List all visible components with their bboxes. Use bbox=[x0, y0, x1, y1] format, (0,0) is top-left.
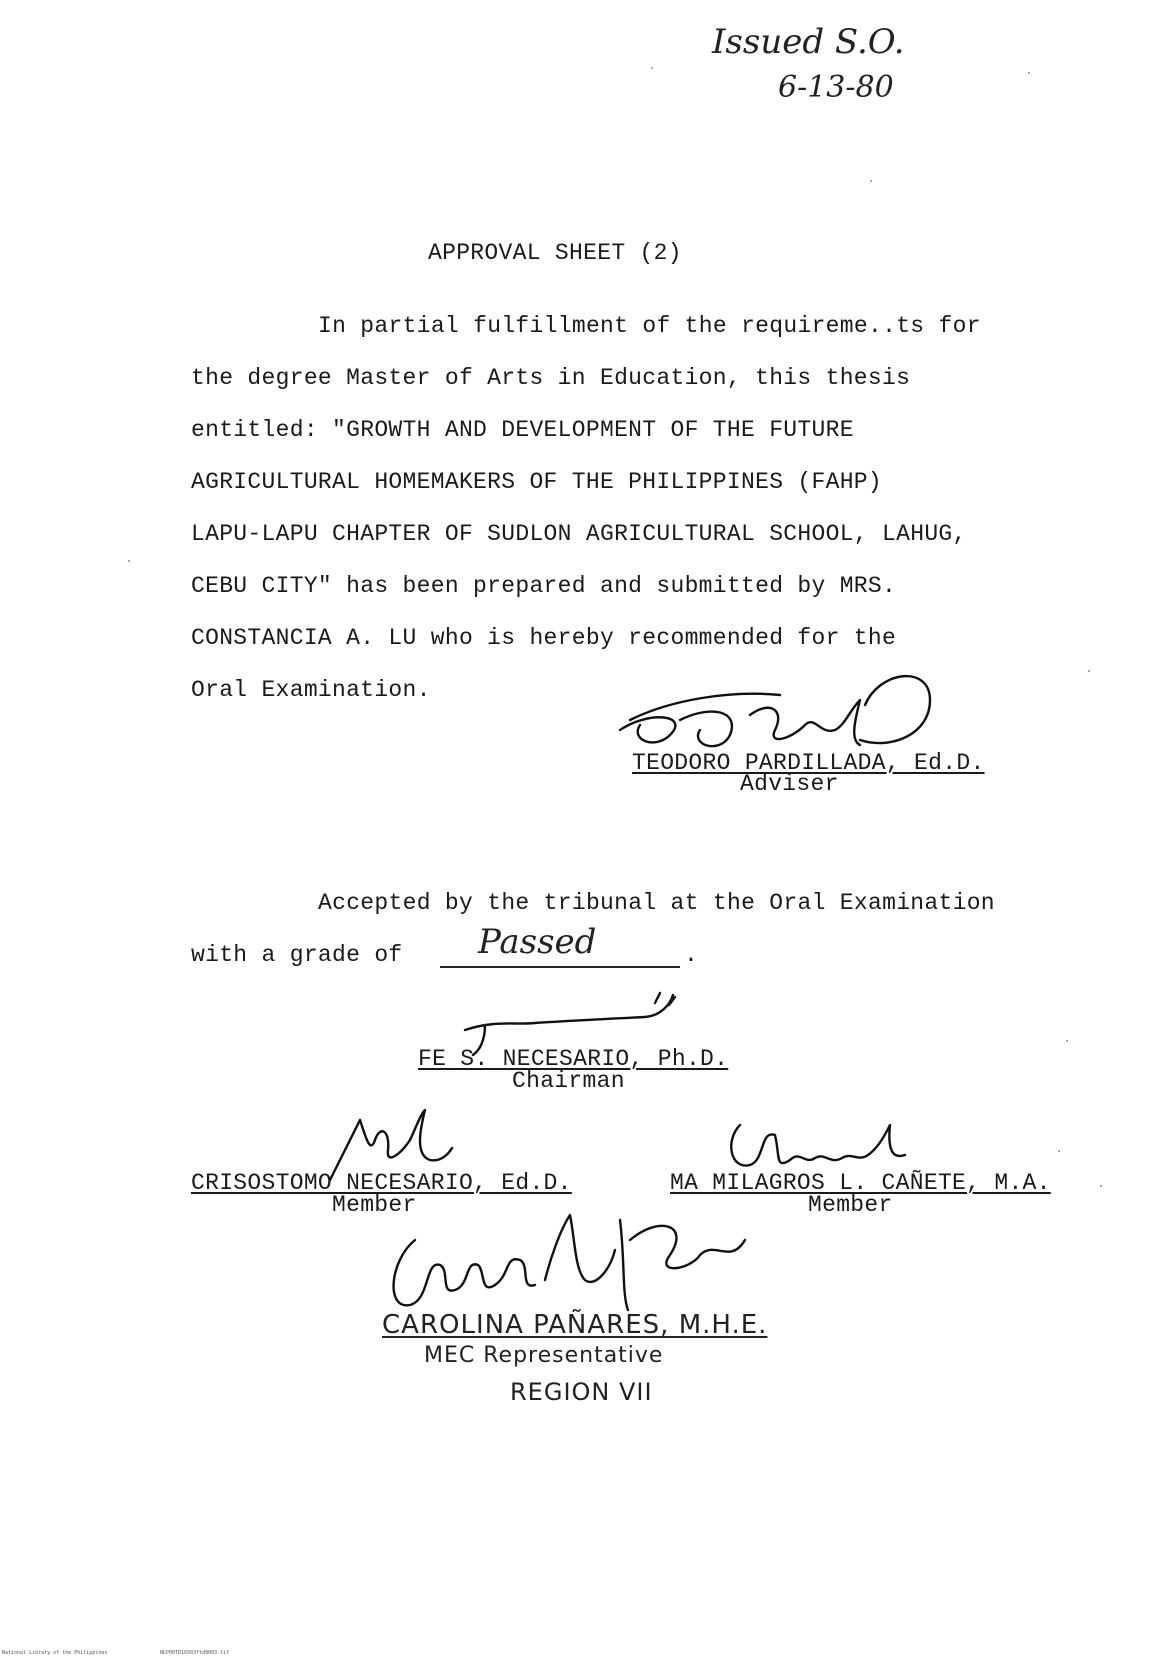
member1-name: CRISOSTOMO NECESARIO, Ed.D. bbox=[191, 1170, 572, 1196]
scan-speck bbox=[1058, 1150, 1060, 1152]
scan-speck bbox=[1066, 1040, 1068, 1042]
representative-region: REGION VII bbox=[510, 1378, 653, 1406]
paragraph-line: entitled: "GROWTH AND DEVELOPMENT OF THE FUTURE bbox=[191, 417, 854, 443]
footer-file: NLP00TD16503ftd0003.tif bbox=[160, 1650, 230, 1656]
acceptance-line: Accepted by the tribunal at the Oral Examination bbox=[318, 890, 995, 916]
grade-blank-line bbox=[440, 966, 680, 968]
grade-label: with a grade of bbox=[191, 942, 403, 968]
handwritten-annotation-date: 6-13-80 bbox=[778, 70, 894, 105]
adviser-role: Adviser bbox=[740, 771, 839, 797]
representative-name: CAROLINA PAÑARES, M.H.E. bbox=[382, 1310, 768, 1340]
scan-speck bbox=[651, 67, 653, 69]
paragraph-line: CONSTANCIA A. LU who is hereby recommended for the bbox=[191, 625, 897, 651]
paragraph-line: AGRICULTURAL HOMEMAKERS OF THE PHILIPPINES (FAHP) bbox=[191, 469, 883, 495]
paragraph-line: Oral Examination. bbox=[191, 677, 431, 703]
page-title: APPROVAL SHEET (2) bbox=[428, 240, 682, 266]
scan-speck bbox=[1088, 670, 1090, 672]
chairman-name: FE S. NECESARIO, Ph.D. bbox=[418, 1046, 729, 1072]
footer-library: National Library of the Philippines bbox=[2, 1650, 108, 1656]
scan-speck bbox=[1100, 1185, 1102, 1187]
paragraph-line: CEBU CITY" has been prepared and submitted by MRS. bbox=[191, 573, 897, 599]
grade-value-handwritten: Passed bbox=[478, 922, 597, 962]
chairman-role: Chairman bbox=[512, 1068, 625, 1094]
paragraph-line: LAPU-LAPU CHAPTER OF SUDLON AGRICULTURAL SCHOOL, LAHUG, bbox=[191, 521, 967, 547]
member1-role: Member bbox=[332, 1192, 417, 1218]
handwritten-annotation-issued: Issued S.O. bbox=[712, 22, 905, 62]
scan-speck bbox=[870, 180, 872, 182]
scan-speck bbox=[1028, 72, 1030, 74]
member2-name: MA MILAGROS L. CAÑETE, M.A. bbox=[670, 1170, 1051, 1196]
paragraph-line: In partial fulfillment of the requireme..ts for bbox=[318, 313, 981, 339]
scan-speck bbox=[128, 560, 130, 562]
member2-role: Member bbox=[808, 1192, 893, 1218]
representative-role: MEC Representative bbox=[424, 1343, 664, 1368]
paragraph-line: the degree Master of Arts in Education, this thesis bbox=[191, 365, 911, 391]
adviser-name: TEODORO PARDILLADA, Ed.D. bbox=[632, 750, 985, 776]
grade-period: . bbox=[684, 942, 699, 968]
